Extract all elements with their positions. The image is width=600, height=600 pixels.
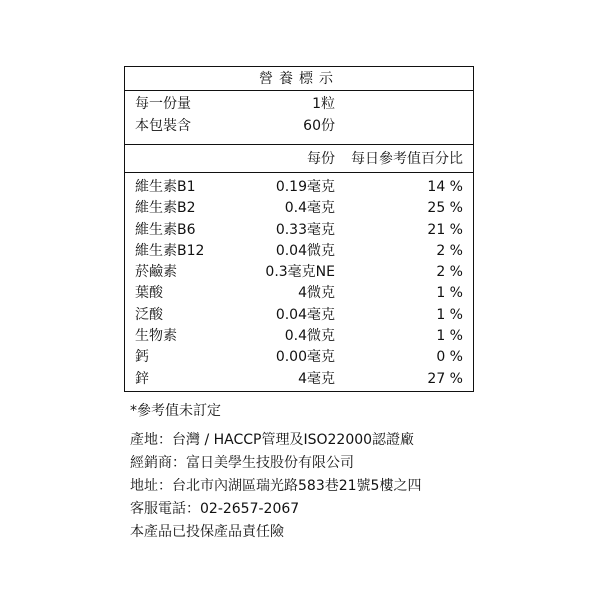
nutrient-amount: 4微克 [298,285,335,302]
nutrient-row [125,326,473,347]
nutrient-row [125,283,473,304]
nutrient-daily-value: 1 % [436,285,463,302]
nutrient-amount: 4毫克 [298,370,335,387]
per-serving-header: 每份 [307,151,335,167]
nutrient-list [125,173,473,390]
servings-per-pack-value: 60份 [303,118,335,134]
nutrient-daily-value: 1 % [436,306,463,323]
nutrient-name: 維生素B6 [135,221,196,238]
nutrient-amount: 0.00毫克 [275,349,335,366]
nutrient-daily-value: 25 % [427,200,463,217]
servings-per-pack-row [125,115,473,137]
nutrient-amount: 0.4毫克 [284,200,335,217]
footnote: *參考值未訂定 [130,403,221,419]
nutrient-daily-value: 21 % [427,221,463,238]
nutrient-row [125,305,473,326]
nutrient-name: 生物素 [135,328,177,345]
nutrient-daily-value: 0 % [436,349,463,366]
serving-size-value: 1粒 [312,96,335,112]
nutrient-daily-value: 2 % [436,242,463,259]
distributor-text: 經銷商：富日美學生技股份有限公司 [130,455,354,471]
nutrient-daily-value: 1 % [436,328,463,345]
column-header-row [125,145,473,173]
nutrient-row [125,220,473,241]
nutrient-row [125,347,473,368]
insurance-text: 本產品已投保產品責任險 [130,524,284,540]
nutrient-name: 菸鹼素 [135,264,177,281]
nutrition-title: 營養標示 [125,67,473,91]
nutrient-name: 維生素B1 [135,179,196,195]
nutrient-amount: 0.33毫克 [275,221,335,238]
nutrient-row [125,177,473,198]
nutrient-amount: 0.04毫克 [275,306,335,323]
nutrient-amount: 0.3毫克NE [265,264,335,281]
nutrient-amount: 0.19毫克 [275,179,335,195]
nutrient-amount: 0.04微克 [275,242,335,259]
nutrient-daily-value: 27 % [427,370,463,387]
serving-info [125,91,473,145]
servings-per-pack-label: 本包裝含 [135,118,191,134]
nutrient-name: 葉酸 [135,285,163,302]
serving-size-label: 每一份量 [135,96,191,112]
nutrient-name: 泛酸 [135,306,163,323]
address-text: 地址：台北市內湖區瑞光路583巷21號5樓之四 [130,478,422,494]
nutrient-row [125,369,473,390]
nutrient-row [125,262,473,283]
phone-text: 客服電話：02-2657-2067 [130,501,300,517]
daily-value-header: 每日參考值百分比 [351,151,463,167]
serving-size-row [125,93,473,115]
nutrient-daily-value: 14 % [427,179,463,195]
nutrient-name: 維生素B2 [135,200,196,217]
product-notes [130,400,421,544]
origin-text: 產地：台灣 / HACCP管理及ISO22000認證廠 [130,432,415,448]
nutrient-name: 維生素B12 [135,242,205,259]
nutrient-name: 鋅 [135,370,149,387]
nutrient-row [125,241,473,262]
nutrient-row [125,198,473,219]
nutrient-amount: 0.4微克 [284,328,335,345]
nutrient-name: 鈣 [135,349,149,366]
nutrition-facts-panel [124,66,474,392]
nutrient-daily-value: 2 % [436,264,463,281]
